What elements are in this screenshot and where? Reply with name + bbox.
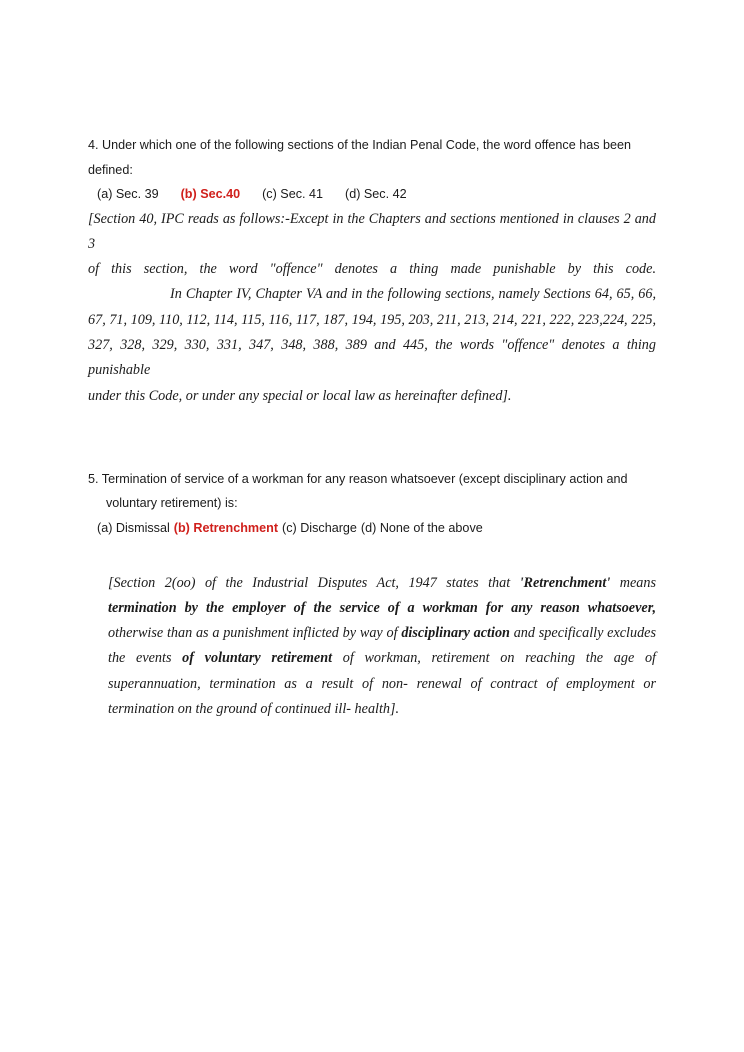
explanation-text: means — [610, 574, 656, 591]
document-content — [88, 133, 656, 722]
question-5-block — [88, 467, 656, 516]
question-4-block — [88, 133, 656, 182]
question-4-option-b[interactable]: (b) Sec.40 — [180, 187, 241, 202]
question-5-stem-line-2: voluntary retirement) is: — [106, 496, 238, 511]
section-spacer — [88, 409, 656, 467]
question-5-option-c[interactable]: (c) Discharge — [282, 520, 357, 535]
explanation-line: of this section, the word "offence" denotes a thing made punishable by this code. — [88, 261, 656, 278]
explanation-text: and specifically excludes the events — [108, 625, 656, 667]
explanation-line: [Section 40, IPC reads as follows:-Except in the Chapters and sections mentioned in clauses 2 and 3 — [88, 210, 656, 252]
explanation-line: In Chapter IV, Chapter VA and in the following sections, namely Sections 64, 65, 66, — [170, 286, 656, 303]
explanation-emphasis: 'Retrenchment' — [519, 574, 611, 591]
question-5-stem-line-1: 5. Termination of service of a workman for any reason whatsoever (except disciplinary action and — [88, 471, 628, 486]
question-4-option-d[interactable]: (d) Sec. 42 — [345, 187, 407, 202]
question-5-option-b[interactable]: (b) Retrenchment — [173, 520, 279, 535]
explanation-text: of workman, retirement on reaching the age of superannuation, termination as a result of non- renewal of contract of employment or termination on the ground of continued ill- health]. — [108, 650, 656, 717]
explanation-line: under this Code, or under any special or local law as hereinafter defined]. — [88, 387, 512, 404]
question-4-explanation — [88, 207, 656, 409]
question-5-explanation — [88, 571, 656, 723]
explanation-spacer — [88, 541, 656, 571]
explanation-text: otherwise than as a punishment inflicted by way of — [108, 625, 402, 642]
question-5-option-a[interactable]: (a) Dismissal — [97, 520, 170, 535]
explanation-text: [Section 2(oo) of the Industrial Disputes Act, 1947 states that — [108, 574, 520, 591]
explanation-line: 67, 71, 109, 110, 112, 114, 115, 116, 117, 187, 194, 195, 203, 211, 213, 214, 221, 222, 223,224, 225, — [88, 311, 656, 328]
question-4-stem-line-1: 4. Under which one of the following sections of the Indian Penal Code, the word offence has been — [88, 138, 632, 152]
question-4-option-c[interactable]: (c) Sec. 41 — [262, 187, 323, 202]
question-4-options — [88, 182, 656, 207]
question-5-option-d[interactable]: (d) None of the above — [360, 520, 483, 535]
explanation-emphasis: disciplinary action — [401, 625, 510, 642]
question-4-option-a[interactable]: (a) Sec. 39 — [97, 187, 159, 202]
explanation-line: 327, 328, 329, 330, 331, 347, 348, 388, 389 and 445, the words "offence" denotes a thing punishable — [88, 337, 656, 379]
explanation-emphasis: termination by the employer of the service of a workman for any reason whatsoever, — [108, 599, 656, 616]
question-4-stem-line-2: defined: — [88, 162, 133, 177]
question-5-options — [88, 516, 656, 541]
explanation-emphasis: of voluntary retirement — [182, 650, 333, 667]
